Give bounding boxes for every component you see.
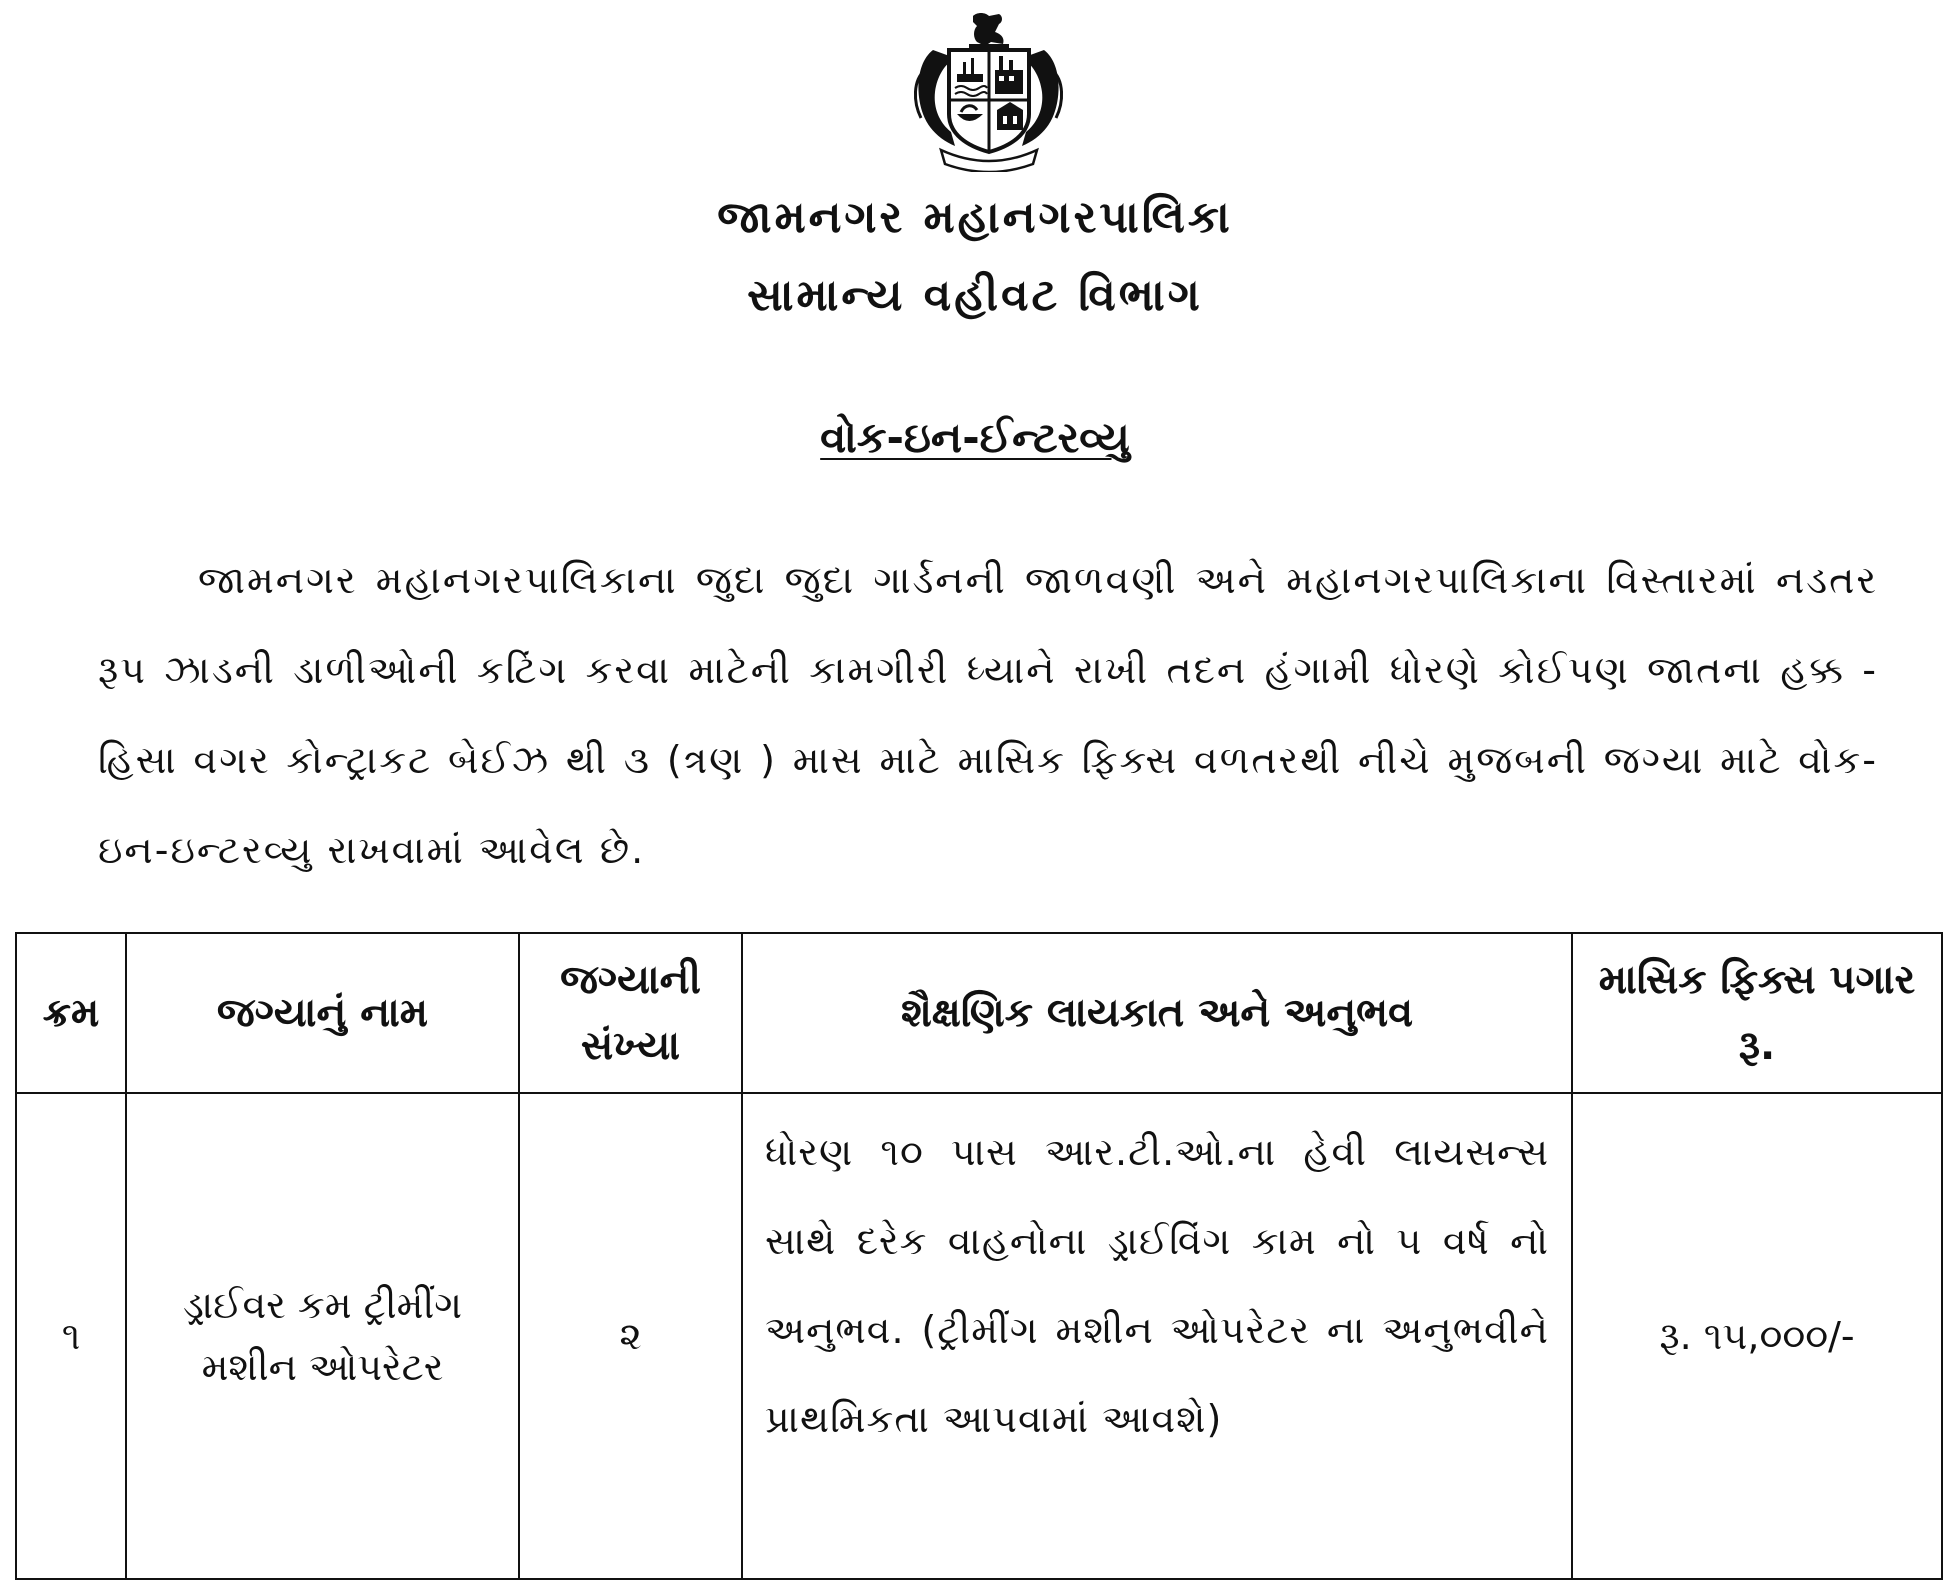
cell-post-count: ૨ (519, 1093, 742, 1579)
header-salary-text: માસિક ફિક્સ પગાર રૂ. (1598, 957, 1916, 1069)
notice-title-text: વોક-ઇન-ઈન્ટરવ્યુ (820, 413, 1130, 462)
header-post-name: જગ્યાનું નામ (126, 933, 519, 1093)
cell-qualification: ધોરણ ૧૦ પાસ આર.ટી.ઓ.ના હેવી લાયસન્સ સાથે દરેક વાહનોના ડ્રાઈવિંગ કામ નો ૫ વર્ષ નો અનુભવ. (ટ્રીમીંગ મશીન ઓપરેટર ના અનુભવીને પ્રાથમિકતા આપવામાં આવશે) (742, 1093, 1572, 1579)
cell-serial: ૧ (16, 1093, 126, 1579)
table-header-row (16, 933, 1942, 1093)
header-qualification: શૈક્ષણિક લાયકાત અને અનુભવ (742, 933, 1572, 1093)
cell-post-name-text: ડ્રાઈવર કમ ટ્રીમીંગ મશીન ઓપરેટર (182, 1283, 463, 1389)
table-row (16, 1093, 1942, 1579)
notice-intro-paragraph: જામનગર મહાનગરપાલિકાના જુદા જુદા ગાર્ડનની જાળવણી અને મહાનગરપાલિકાના વિસ્તારમાં નડતર રૂપ ઝાડની ડાળીઓની કટિંગ કરવા માટેની કામગીરી ધ્યાને રાખી તદન હંગામી ધોરણે કોઈપણ જાતના હક્ક - હિસા વગર કોન્ટ્રાકટ બેઈઝ થી ૩ (ત્રણ ) માસ માટે માસિક ફિક્સ વળતરથી નીચે મુજબની જગ્યા માટે વોક-ઇન-ઇન્ટરવ્યુ રાખવામાં આવેલ છે. (98, 558, 1878, 872)
header-post-count-text: જગ્યાની સંખ્યા (560, 957, 701, 1069)
cell-post-name (126, 1093, 519, 1579)
notice-title (0, 410, 1950, 466)
header-post-count (519, 933, 742, 1093)
municipal-emblem-icon (911, 10, 1066, 172)
header-serial: ક્રમ (16, 933, 126, 1093)
cell-salary: રૂ. ૧૫,૦૦૦/- (1572, 1093, 1942, 1579)
organization-name: જામનગર મહાનગરપાલિકા (717, 192, 1233, 243)
header-salary (1572, 933, 1942, 1093)
department-name: સામાન્ય વહીવટ વિભાગ (747, 270, 1203, 321)
vacancy-table (15, 932, 1943, 1580)
